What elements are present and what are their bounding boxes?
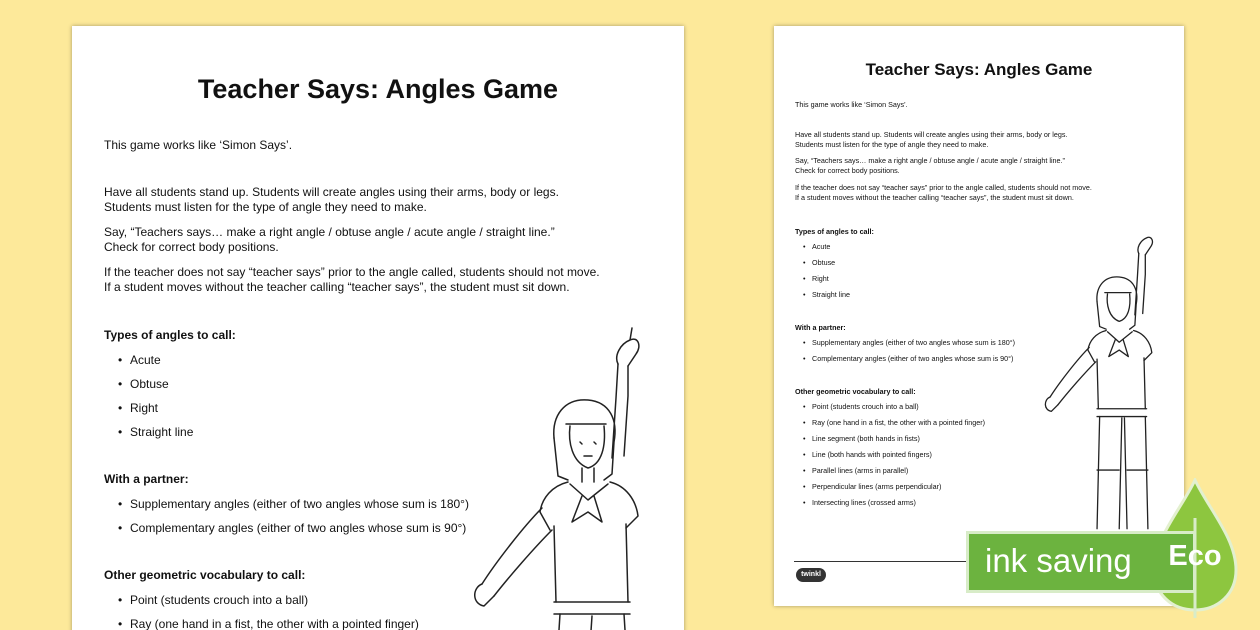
list-item: • Parallel lines (arms in parallel) — [803, 466, 909, 475]
paragraph-instructions: Have all students stand up. Students will create angles using their arms, body or legs. Students must listen for the type of angle they need to make. — [104, 185, 559, 214]
types-section — [795, 227, 874, 306]
ink-saving-eco-badge — [966, 478, 1260, 618]
list-item: • Point (students crouch into a ball) — [803, 402, 919, 411]
list-item: • Straight line — [118, 425, 194, 439]
list-item: • Right — [118, 401, 159, 415]
paragraph-rules: If the teacher does not say “teacher says” prior to the angle called, students should not move. If a student moves without the teacher calling “teacher says”, the student must sit down. — [104, 265, 600, 294]
girl-raising-arm-illustration — [442, 316, 672, 630]
page-title: Teacher Says: Angles Game — [197, 74, 559, 104]
list-item: • Obtuse — [803, 258, 836, 267]
types-heading: Types of angles to call: — [795, 227, 874, 236]
list-item: • Perpendicular lines (arms perpendicular) — [803, 482, 942, 491]
list-item: • Ray (one hand in a fist, the other with a pointed finger) — [118, 617, 419, 630]
paragraph-say: Say, “Teachers says… make a right angle / obtuse angle / acute angle / straight line.” Check for correct body positions. — [104, 225, 555, 254]
partner-heading: With a partner: — [104, 472, 189, 486]
vocab-section — [795, 387, 985, 514]
vocab-heading: Other geometric vocabulary to call: — [795, 387, 916, 396]
intro-text: This game works like ‘Simon Says’. — [104, 138, 293, 152]
partner-section — [795, 323, 1015, 370]
twinkl-logo: twinkl — [796, 568, 826, 582]
list-item: • Supplementary angles (either of two angles whose sum is 180°) — [118, 497, 469, 511]
types-heading: Types of angles to call: — [104, 328, 236, 342]
list-item: • Straight line — [803, 290, 850, 299]
types-section — [104, 328, 236, 449]
partner-section — [104, 472, 469, 545]
list-item: • Complementary angles (either of two angles whose sum is 90°) — [118, 521, 467, 535]
vocab-heading: Other geometric vocabulary to call: — [104, 568, 306, 582]
eco-label: Eco — [1168, 540, 1222, 572]
list-item: • Obtuse — [118, 377, 169, 391]
vocab-section — [104, 568, 419, 630]
paragraph-say: Say, “Teachers says… make a right angle / obtuse angle / acute angle / straight line.” Check for correct body positions. — [795, 156, 1065, 175]
page-title: Teacher Says: Angles Game — [865, 60, 1093, 79]
list-item: • Intersecting lines (crossed arms) — [803, 498, 916, 507]
list-item: • Ray (one hand in a fist, the other with a pointed finger) — [803, 418, 986, 427]
list-item: • Supplementary angles (either of two angles whose sum is 180°) — [803, 338, 1016, 347]
list-item: • Complementary angles (either of two angles whose sum is 90°) — [803, 354, 1014, 363]
list-item: • Acute — [118, 353, 161, 367]
intro-text: This game works like ‘Simon Says’. — [795, 100, 908, 109]
list-item: • Point (students crouch into a ball) — [118, 593, 309, 607]
list-item: • Line (both hands with pointed fingers) — [803, 450, 932, 459]
list-item: • Acute — [803, 242, 831, 251]
paragraph-instructions: Have all students stand up. Students will create angles using their arms, body or legs. Students must listen for the type of angle they need to make. — [795, 130, 1068, 149]
list-item: • Right — [803, 274, 829, 283]
worksheet-page-large — [72, 26, 684, 630]
list-item: • Line segment (both hands in fists) — [803, 434, 920, 443]
ink-saving-banner: ink saving — [966, 531, 1196, 593]
partner-heading: With a partner: — [795, 323, 846, 332]
paragraph-rules: If the teacher does not say “teacher says” prior to the angle called, students should not move. If a student moves without the teacher calling “teacher says”, the student must sit down. — [795, 183, 1092, 202]
